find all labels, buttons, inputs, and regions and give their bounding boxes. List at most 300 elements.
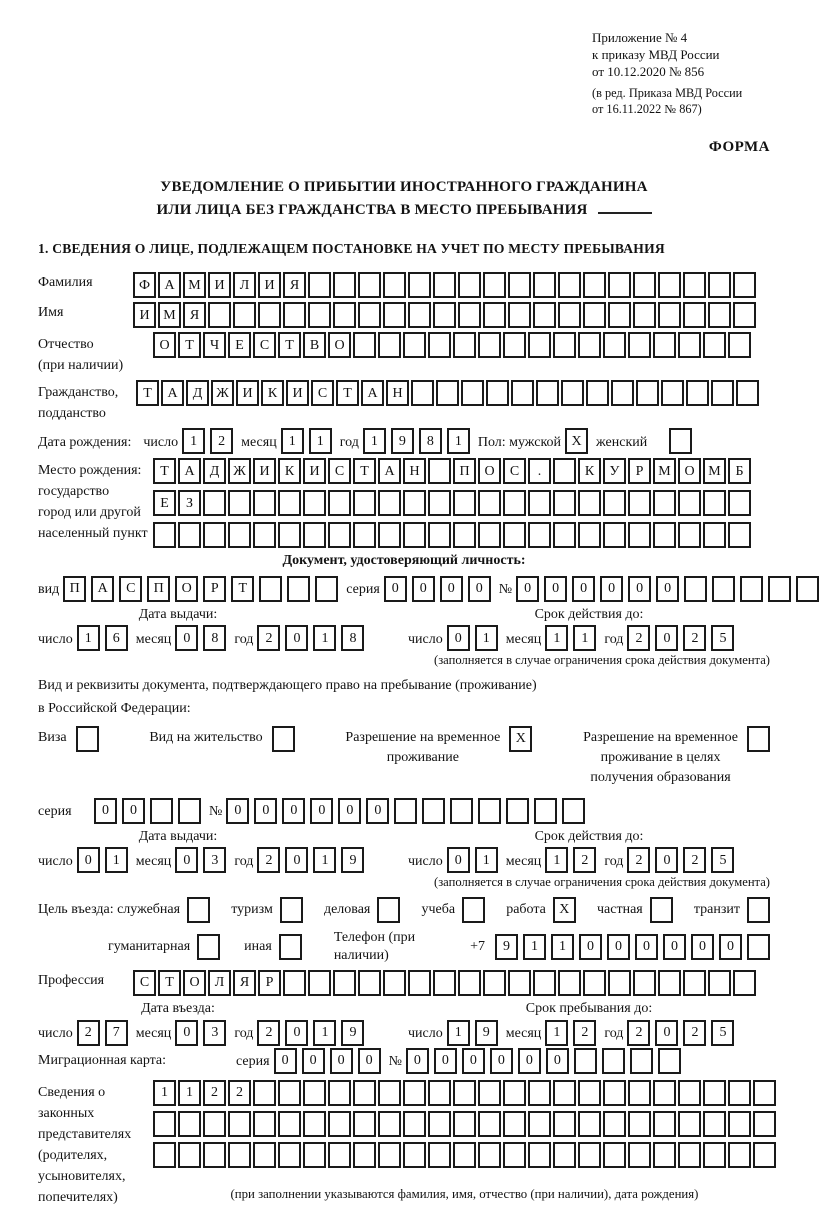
char-cell[interactable] — [553, 1111, 576, 1137]
char-cell[interactable]: 6 — [105, 625, 128, 651]
char-cell[interactable]: 0 — [366, 798, 389, 824]
char-cell[interactable] — [558, 272, 581, 298]
char-cell[interactable]: 0 — [579, 934, 602, 960]
char-cell[interactable] — [708, 272, 731, 298]
char-cell[interactable] — [303, 522, 326, 548]
char-cell[interactable] — [683, 272, 706, 298]
char-cell[interactable]: Т — [353, 458, 376, 484]
char-cell[interactable] — [733, 272, 756, 298]
char-cell[interactable] — [358, 970, 381, 996]
char-cell[interactable]: У — [603, 458, 626, 484]
char-cell[interactable] — [333, 970, 356, 996]
char-cell[interactable]: 0 — [447, 847, 470, 873]
char-cell[interactable] — [686, 380, 709, 406]
char-cell[interactable]: 2 — [627, 847, 650, 873]
char-cell[interactable] — [533, 970, 556, 996]
char-cell[interactable] — [728, 490, 751, 516]
char-cell[interactable] — [658, 970, 681, 996]
char-cell[interactable]: О — [183, 970, 206, 996]
char-cell[interactable]: 8 — [341, 625, 364, 651]
char-cell[interactable]: 0 — [655, 847, 678, 873]
char-cell[interactable]: 1 — [178, 1080, 201, 1106]
char-cell[interactable]: Ф — [133, 272, 156, 298]
char-cell[interactable] — [678, 1111, 701, 1137]
char-cell[interactable]: А — [158, 272, 181, 298]
birth-place-row2[interactable] — [153, 490, 751, 516]
char-cell[interactable] — [578, 490, 601, 516]
char-cell[interactable]: 0 — [516, 576, 539, 602]
char-cell[interactable] — [506, 798, 529, 824]
char-cell[interactable] — [553, 522, 576, 548]
char-cell[interactable]: 1 — [447, 1020, 470, 1046]
char-cell[interactable]: К — [578, 458, 601, 484]
char-cell[interactable] — [503, 1111, 526, 1137]
char-cell[interactable]: И — [303, 458, 326, 484]
mig-number-cells[interactable] — [406, 1048, 681, 1074]
char-cell[interactable]: Д — [186, 380, 209, 406]
char-cell[interactable] — [528, 1142, 551, 1168]
temp-residence-checkbox[interactable] — [509, 726, 532, 752]
char-cell[interactable] — [478, 332, 501, 358]
char-cell[interactable] — [278, 1111, 301, 1137]
char-cell[interactable]: 0 — [338, 798, 361, 824]
char-cell[interactable] — [283, 970, 306, 996]
char-cell[interactable]: 1 — [153, 1080, 176, 1106]
char-cell[interactable] — [453, 490, 476, 516]
char-cell[interactable] — [574, 1048, 597, 1074]
char-cell[interactable]: 7 — [105, 1020, 128, 1046]
char-cell[interactable] — [753, 1111, 776, 1137]
birth-day-cells[interactable] — [182, 428, 233, 454]
char-cell[interactable] — [658, 1048, 681, 1074]
char-cell[interactable]: 0 — [656, 576, 679, 602]
res-number-cells[interactable] — [226, 798, 585, 824]
char-cell[interactable]: 9 — [391, 428, 414, 454]
char-cell[interactable] — [603, 332, 626, 358]
char-cell[interactable] — [508, 970, 531, 996]
char-cell[interactable] — [408, 302, 431, 328]
char-cell[interactable]: 1 — [182, 428, 205, 454]
char-cell[interactable]: 0 — [274, 1048, 297, 1074]
char-cell[interactable]: С — [503, 458, 526, 484]
doc-issue-year[interactable] — [257, 625, 364, 651]
char-cell[interactable] — [478, 1111, 501, 1137]
char-cell[interactable] — [253, 1142, 276, 1168]
char-cell[interactable] — [561, 380, 584, 406]
char-cell[interactable] — [653, 1142, 676, 1168]
char-cell[interactable]: С — [253, 332, 276, 358]
char-cell[interactable] — [411, 380, 434, 406]
char-cell[interactable]: 1 — [363, 428, 386, 454]
char-cell[interactable] — [278, 1080, 301, 1106]
doc-valid-month[interactable] — [545, 625, 596, 651]
char-cell[interactable]: 0 — [691, 934, 714, 960]
char-cell[interactable] — [678, 1080, 701, 1106]
char-cell[interactable] — [503, 332, 526, 358]
char-cell[interactable] — [669, 428, 692, 454]
char-cell[interactable] — [394, 798, 417, 824]
sex-male-checkbox[interactable] — [565, 428, 588, 454]
char-cell[interactable] — [536, 380, 559, 406]
char-cell[interactable]: Н — [386, 380, 409, 406]
char-cell[interactable] — [508, 302, 531, 328]
char-cell[interactable] — [208, 302, 231, 328]
char-cell[interactable]: 0 — [518, 1048, 541, 1074]
char-cell[interactable] — [528, 332, 551, 358]
char-cell[interactable]: 2 — [573, 847, 596, 873]
char-cell[interactable]: 0 — [310, 798, 333, 824]
char-cell[interactable] — [703, 490, 726, 516]
char-cell[interactable] — [578, 1142, 601, 1168]
char-cell[interactable]: 0 — [655, 625, 678, 651]
char-cell[interactable] — [403, 522, 426, 548]
char-cell[interactable]: 2 — [210, 428, 233, 454]
char-cell[interactable] — [628, 1080, 651, 1106]
char-cell[interactable]: Т — [178, 332, 201, 358]
char-cell[interactable] — [483, 272, 506, 298]
char-cell[interactable]: 1 — [281, 428, 304, 454]
char-cell[interactable] — [578, 332, 601, 358]
purpose-study-checkbox[interactable] — [462, 897, 485, 923]
char-cell[interactable] — [586, 380, 609, 406]
char-cell[interactable]: 0 — [546, 1048, 569, 1074]
char-cell[interactable]: 9 — [495, 934, 518, 960]
char-cell[interactable] — [187, 897, 210, 923]
birth-year-cells[interactable] — [363, 428, 470, 454]
char-cell[interactable] — [511, 380, 534, 406]
char-cell[interactable] — [280, 897, 303, 923]
char-cell[interactable]: И — [286, 380, 309, 406]
char-cell[interactable] — [658, 302, 681, 328]
char-cell[interactable]: . — [528, 458, 551, 484]
char-cell[interactable]: М — [158, 302, 181, 328]
char-cell[interactable] — [178, 798, 201, 824]
char-cell[interactable] — [408, 970, 431, 996]
char-cell[interactable] — [453, 1111, 476, 1137]
char-cell[interactable] — [733, 970, 756, 996]
representatives-row1[interactable] — [153, 1080, 776, 1106]
char-cell[interactable]: 0 — [544, 576, 567, 602]
stay-day[interactable] — [447, 1020, 498, 1046]
residence-permit-checkbox[interactable] — [272, 726, 295, 752]
char-cell[interactable] — [428, 1111, 451, 1137]
char-cell[interactable]: 8 — [419, 428, 442, 454]
char-cell[interactable]: З — [178, 490, 201, 516]
char-cell[interactable]: 0 — [122, 798, 145, 824]
char-cell[interactable]: X — [565, 428, 588, 454]
purpose-tourism-checkbox[interactable] — [280, 897, 303, 923]
char-cell[interactable]: Т — [153, 458, 176, 484]
entry-month[interactable] — [175, 1020, 226, 1046]
char-cell[interactable]: 2 — [627, 1020, 650, 1046]
char-cell[interactable] — [603, 1142, 626, 1168]
char-cell[interactable]: X — [509, 726, 532, 752]
char-cell[interactable]: А — [178, 458, 201, 484]
char-cell[interactable] — [453, 522, 476, 548]
char-cell[interactable]: 0 — [94, 798, 117, 824]
char-cell[interactable] — [433, 272, 456, 298]
char-cell[interactable]: 1 — [573, 625, 596, 651]
char-cell[interactable] — [272, 726, 295, 752]
char-cell[interactable]: И — [133, 302, 156, 328]
res-valid-year[interactable] — [627, 847, 734, 873]
char-cell[interactable] — [486, 380, 509, 406]
char-cell[interactable]: 2 — [683, 625, 706, 651]
res-issue-day[interactable] — [77, 847, 128, 873]
purpose-business-checkbox[interactable] — [377, 897, 400, 923]
char-cell[interactable] — [303, 1142, 326, 1168]
char-cell[interactable] — [383, 970, 406, 996]
char-cell[interactable]: Т — [136, 380, 159, 406]
char-cell[interactable]: 0 — [282, 798, 305, 824]
char-cell[interactable] — [653, 522, 676, 548]
char-cell[interactable] — [728, 332, 751, 358]
representatives-row3[interactable] — [153, 1142, 776, 1168]
surname-cells[interactable] — [133, 272, 756, 298]
char-cell[interactable] — [703, 1080, 726, 1106]
char-cell[interactable] — [428, 490, 451, 516]
char-cell[interactable] — [503, 1080, 526, 1106]
char-cell[interactable] — [422, 798, 445, 824]
char-cell[interactable] — [653, 1111, 676, 1137]
res-series-cells[interactable] — [94, 798, 201, 824]
char-cell[interactable] — [703, 522, 726, 548]
char-cell[interactable] — [753, 1080, 776, 1106]
char-cell[interactable] — [378, 1142, 401, 1168]
char-cell[interactable] — [578, 522, 601, 548]
char-cell[interactable] — [458, 272, 481, 298]
char-cell[interactable]: 1 — [523, 934, 546, 960]
char-cell[interactable] — [303, 490, 326, 516]
char-cell[interactable]: М — [703, 458, 726, 484]
char-cell[interactable] — [503, 522, 526, 548]
char-cell[interactable]: А — [378, 458, 401, 484]
char-cell[interactable] — [628, 1111, 651, 1137]
char-cell[interactable]: 2 — [257, 625, 280, 651]
char-cell[interactable]: Л — [233, 272, 256, 298]
char-cell[interactable]: 5 — [711, 625, 734, 651]
char-cell[interactable]: Я — [183, 302, 206, 328]
char-cell[interactable] — [650, 897, 673, 923]
char-cell[interactable] — [603, 490, 626, 516]
char-cell[interactable] — [403, 1111, 426, 1137]
visa-checkbox[interactable] — [76, 726, 99, 752]
char-cell[interactable]: 1 — [313, 625, 336, 651]
char-cell[interactable]: 1 — [77, 625, 100, 651]
char-cell[interactable] — [747, 934, 770, 960]
char-cell[interactable]: О — [153, 332, 176, 358]
purpose-transit-checkbox[interactable] — [747, 897, 770, 923]
char-cell[interactable] — [233, 302, 256, 328]
char-cell[interactable] — [478, 1142, 501, 1168]
char-cell[interactable] — [228, 522, 251, 548]
char-cell[interactable] — [578, 1080, 601, 1106]
char-cell[interactable]: 9 — [341, 847, 364, 873]
char-cell[interactable] — [528, 1111, 551, 1137]
char-cell[interactable] — [328, 1080, 351, 1106]
char-cell[interactable] — [796, 576, 819, 602]
char-cell[interactable] — [328, 1111, 351, 1137]
char-cell[interactable]: 2 — [257, 847, 280, 873]
char-cell[interactable]: 0 — [412, 576, 435, 602]
char-cell[interactable] — [315, 576, 338, 602]
char-cell[interactable] — [603, 1111, 626, 1137]
char-cell[interactable] — [378, 1080, 401, 1106]
char-cell[interactable] — [383, 272, 406, 298]
char-cell[interactable]: 0 — [600, 576, 623, 602]
char-cell[interactable]: 0 — [434, 1048, 457, 1074]
char-cell[interactable] — [583, 970, 606, 996]
char-cell[interactable]: А — [91, 576, 114, 602]
char-cell[interactable] — [478, 1080, 501, 1106]
char-cell[interactable]: 0 — [285, 847, 308, 873]
char-cell[interactable] — [308, 970, 331, 996]
char-cell[interactable] — [533, 272, 556, 298]
char-cell[interactable] — [630, 1048, 653, 1074]
res-valid-day[interactable] — [447, 847, 498, 873]
char-cell[interactable] — [683, 970, 706, 996]
char-cell[interactable]: 1 — [447, 428, 470, 454]
char-cell[interactable] — [708, 970, 731, 996]
char-cell[interactable]: 0 — [285, 625, 308, 651]
char-cell[interactable]: О — [478, 458, 501, 484]
char-cell[interactable] — [747, 726, 770, 752]
char-cell[interactable]: К — [278, 458, 301, 484]
char-cell[interactable] — [353, 332, 376, 358]
char-cell[interactable]: 2 — [573, 1020, 596, 1046]
char-cell[interactable] — [708, 302, 731, 328]
char-cell[interactable] — [328, 490, 351, 516]
char-cell[interactable] — [653, 490, 676, 516]
char-cell[interactable] — [358, 272, 381, 298]
char-cell[interactable] — [253, 490, 276, 516]
char-cell[interactable] — [458, 302, 481, 328]
entry-year[interactable] — [257, 1020, 364, 1046]
char-cell[interactable] — [678, 332, 701, 358]
char-cell[interactable]: 2 — [627, 625, 650, 651]
char-cell[interactable] — [728, 1080, 751, 1106]
char-cell[interactable] — [453, 332, 476, 358]
char-cell[interactable]: С — [119, 576, 142, 602]
char-cell[interactable] — [533, 302, 556, 328]
char-cell[interactable]: 9 — [475, 1020, 498, 1046]
entry-day[interactable] — [77, 1020, 128, 1046]
char-cell[interactable]: Т — [231, 576, 254, 602]
char-cell[interactable]: 1 — [475, 847, 498, 873]
doc-type-cells[interactable] — [63, 576, 338, 602]
char-cell[interactable] — [228, 1142, 251, 1168]
char-cell[interactable] — [333, 272, 356, 298]
char-cell[interactable] — [203, 522, 226, 548]
char-cell[interactable] — [508, 272, 531, 298]
char-cell[interactable]: 0 — [655, 1020, 678, 1046]
char-cell[interactable] — [453, 1142, 476, 1168]
char-cell[interactable]: 1 — [313, 1020, 336, 1046]
char-cell[interactable] — [703, 1142, 726, 1168]
char-cell[interactable] — [253, 1111, 276, 1137]
char-cell[interactable]: 0 — [440, 576, 463, 602]
char-cell[interactable] — [303, 1111, 326, 1137]
char-cell[interactable] — [728, 1142, 751, 1168]
char-cell[interactable]: 1 — [545, 847, 568, 873]
char-cell[interactable]: 0 — [302, 1048, 325, 1074]
sex-female-checkbox[interactable] — [669, 428, 692, 454]
char-cell[interactable] — [403, 332, 426, 358]
char-cell[interactable]: Р — [258, 970, 281, 996]
char-cell[interactable]: О — [678, 458, 701, 484]
char-cell[interactable]: 2 — [77, 1020, 100, 1046]
res-issue-month[interactable] — [175, 847, 226, 873]
stay-year[interactable] — [627, 1020, 734, 1046]
char-cell[interactable] — [602, 1048, 625, 1074]
char-cell[interactable] — [203, 1142, 226, 1168]
char-cell[interactable] — [353, 490, 376, 516]
char-cell[interactable] — [478, 798, 501, 824]
char-cell[interactable]: X — [553, 897, 576, 923]
char-cell[interactable] — [528, 490, 551, 516]
char-cell[interactable] — [278, 490, 301, 516]
char-cell[interactable] — [328, 522, 351, 548]
doc-number-cells[interactable] — [516, 576, 819, 602]
char-cell[interactable] — [428, 1080, 451, 1106]
char-cell[interactable] — [436, 380, 459, 406]
char-cell[interactable]: 5 — [711, 847, 734, 873]
char-cell[interactable] — [628, 332, 651, 358]
char-cell[interactable] — [458, 970, 481, 996]
char-cell[interactable] — [653, 332, 676, 358]
char-cell[interactable] — [608, 970, 631, 996]
char-cell[interactable]: 0 — [175, 847, 198, 873]
char-cell[interactable] — [378, 1111, 401, 1137]
char-cell[interactable]: И — [208, 272, 231, 298]
char-cell[interactable] — [661, 380, 684, 406]
char-cell[interactable]: 0 — [468, 576, 491, 602]
char-cell[interactable]: 0 — [607, 934, 630, 960]
char-cell[interactable] — [303, 1080, 326, 1106]
char-cell[interactable]: 0 — [77, 847, 100, 873]
birth-place-row3[interactable] — [153, 522, 751, 548]
char-cell[interactable] — [258, 302, 281, 328]
char-cell[interactable]: 0 — [719, 934, 742, 960]
char-cell[interactable]: 1 — [105, 847, 128, 873]
char-cell[interactable] — [636, 380, 659, 406]
char-cell[interactable]: П — [147, 576, 170, 602]
char-cell[interactable] — [528, 522, 551, 548]
citizenship-cells[interactable] — [136, 380, 759, 406]
char-cell[interactable]: Р — [203, 576, 226, 602]
char-cell[interactable] — [633, 970, 656, 996]
char-cell[interactable]: 1 — [313, 847, 336, 873]
doc-valid-year[interactable] — [627, 625, 734, 651]
char-cell[interactable]: 0 — [447, 625, 470, 651]
firstname-cells[interactable] — [133, 302, 756, 328]
char-cell[interactable] — [558, 970, 581, 996]
char-cell[interactable]: И — [253, 458, 276, 484]
char-cell[interactable] — [450, 798, 473, 824]
title-blank-line[interactable] — [598, 200, 652, 214]
char-cell[interactable] — [178, 522, 201, 548]
char-cell[interactable] — [353, 1142, 376, 1168]
char-cell[interactable]: 2 — [257, 1020, 280, 1046]
char-cell[interactable]: О — [175, 576, 198, 602]
char-cell[interactable]: 1 — [309, 428, 332, 454]
char-cell[interactable] — [683, 302, 706, 328]
char-cell[interactable] — [628, 490, 651, 516]
char-cell[interactable] — [747, 897, 770, 923]
char-cell[interactable] — [534, 798, 557, 824]
char-cell[interactable] — [403, 1080, 426, 1106]
char-cell[interactable]: 1 — [551, 934, 574, 960]
